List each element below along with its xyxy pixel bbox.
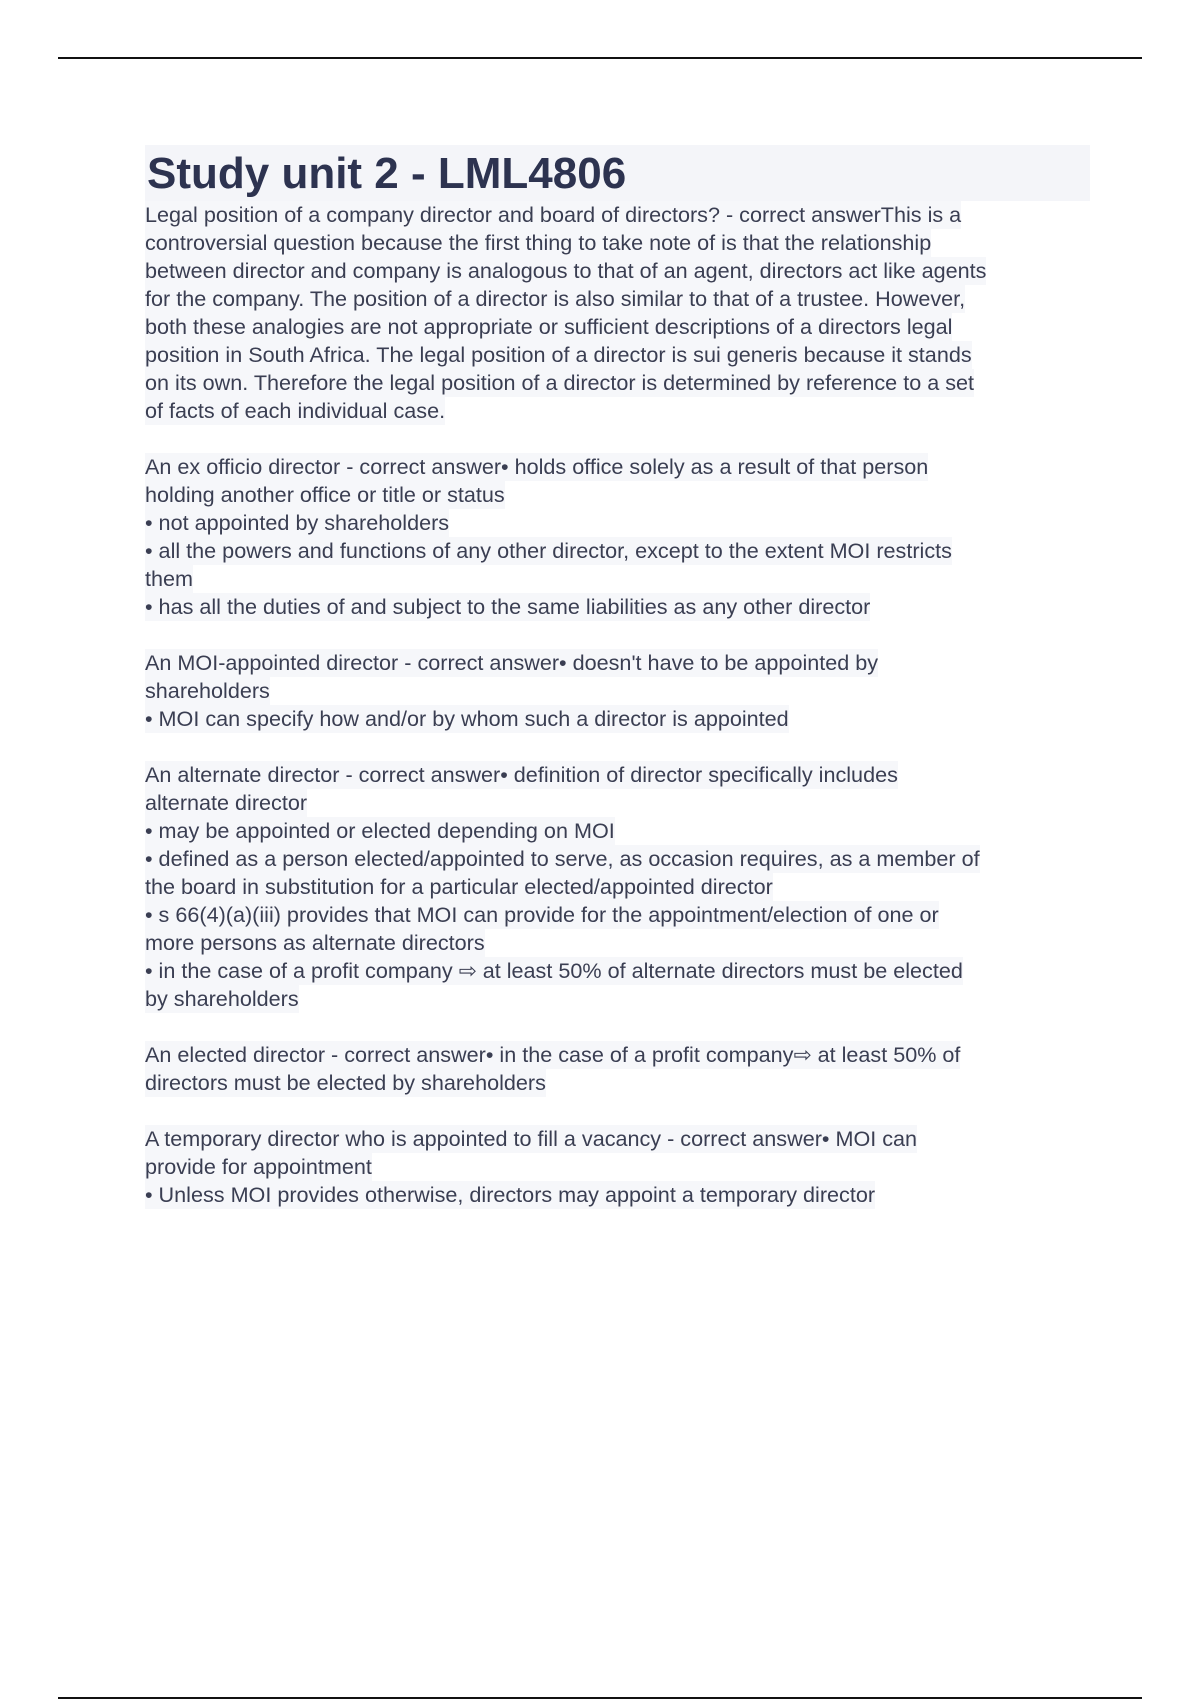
text-line: • Unless MOI provides otherwise, directors may appoint a temporary director xyxy=(145,1182,876,1207)
text-line: • may be appointed or elected depending on MOI xyxy=(145,818,615,843)
qa-entry-moi-appointed-director xyxy=(145,649,1090,733)
text-line: provide for appointment xyxy=(145,1154,372,1179)
text-line: • defined as a person elected/appointed to serve, as occasion requires, as a member of xyxy=(145,846,980,871)
text-line: of facts of each individual case. xyxy=(145,398,446,423)
text-line: An alternate director - correct answer• definition of director specifically includes xyxy=(145,762,898,787)
qa-entry-elected-director xyxy=(145,1041,1090,1097)
page-title: Study unit 2 - LML4806 xyxy=(145,145,1090,201)
qa-entry-temporary-director xyxy=(145,1125,1090,1209)
header-rule xyxy=(58,57,1142,59)
text-line: • in the case of a profit company ⇨ at least 50% of alternate directors must be elected xyxy=(145,958,963,983)
text-line: between director and company is analogous to that of an agent, directors act like agents xyxy=(145,258,987,283)
text-line: shareholders xyxy=(145,678,270,703)
text-line: position in South Africa. The legal position of a director is sui generis because it stands xyxy=(145,342,972,367)
text-line: An MOI-appointed director - correct answer• doesn't have to be appointed by xyxy=(145,650,879,675)
text-line: • not appointed by shareholders xyxy=(145,510,450,535)
text-line: An elected director - correct answer• in the case of a profit company⇨ at least 50% of xyxy=(145,1042,961,1067)
text-line: on its own. Therefore the legal position of a director is determined by reference to a set xyxy=(145,370,975,395)
text-line: A temporary director who is appointed to fill a vacancy - correct answer• MOI can xyxy=(145,1126,918,1151)
text-line: them xyxy=(145,566,194,591)
text-line: alternate director xyxy=(145,790,308,815)
text-line: the board in substitution for a particular elected/appointed director xyxy=(145,874,773,899)
text-line: directors must be elected by shareholders xyxy=(145,1070,546,1095)
text-line: controversial question because the first thing to take note of is that the relationship xyxy=(145,230,932,255)
text-line: more persons as alternate directors xyxy=(145,930,485,955)
text-line: An ex officio director - correct answer• holds office solely as a result of that person xyxy=(145,454,929,479)
text-line: both these analogies are not appropriate or sufficient descriptions of a directors legal xyxy=(145,314,953,339)
text-line: • has all the duties of and subject to the same liabilities as any other director xyxy=(145,594,871,619)
text-line: • MOI can specify how and/or by whom such a director is appointed xyxy=(145,706,789,731)
document-body xyxy=(145,145,1090,1237)
text-line: Legal position of a company director and board of directors? - correct answerThis is a xyxy=(145,202,962,227)
qa-entry-alternate-director xyxy=(145,761,1090,1013)
text-line: holding another office or title or status xyxy=(145,482,505,507)
text-line: by shareholders xyxy=(145,986,299,1011)
text-line: for the company. The position of a director is also similar to that of a trustee. However, xyxy=(145,286,966,311)
text-line: • all the powers and functions of any other director, except to the extent MOI restricts xyxy=(145,538,952,563)
qa-entry-ex-officio-director xyxy=(145,453,1090,621)
qa-entry-legal-position xyxy=(145,201,1090,425)
text-line: • s 66(4)(a)(iii) provides that MOI can provide for the appointment/election of one or xyxy=(145,902,939,927)
footer-rule xyxy=(58,1697,1142,1699)
